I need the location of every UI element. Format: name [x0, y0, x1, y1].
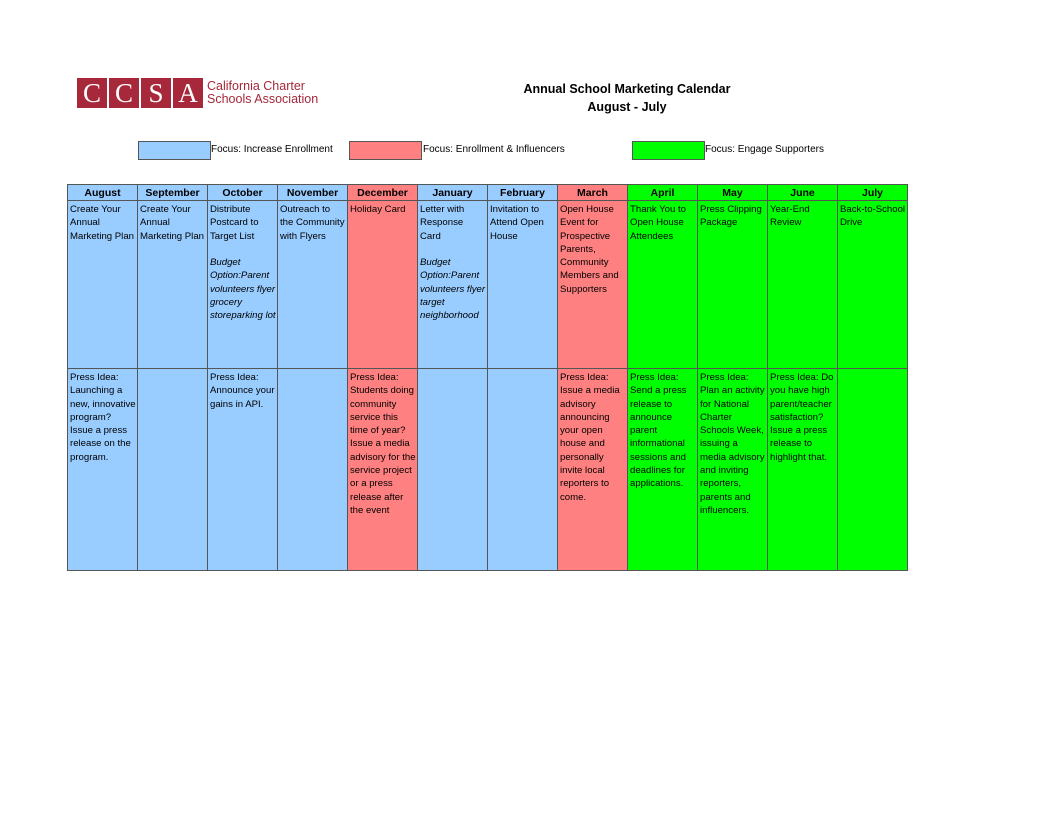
press-idea-text: Press Idea: Announce your gains in API.: [210, 372, 275, 410]
activity-cell-november: [278, 201, 348, 369]
logo-letters: [77, 78, 205, 108]
legend-label-increase-enrollment: Focus: Increase Enrollment: [211, 144, 333, 155]
activity-label: Holiday Card: [350, 204, 406, 215]
legend-swatch-green: [632, 141, 705, 160]
activity-label: Year-End Review: [770, 204, 810, 229]
press-idea-cell-may: [698, 369, 768, 571]
activity-label: Invitation to Attend Open House: [490, 204, 544, 242]
press-idea-text: Press Idea: Students doing community service this time of year? Issue a media advisory for the service project or a press release after the event: [350, 372, 416, 516]
activity-text: [138, 201, 207, 243]
activity-cell-february: [488, 201, 558, 369]
press-idea-cell-january: [418, 369, 488, 571]
activity-text: [488, 201, 557, 243]
activity-cell-september: [138, 201, 208, 369]
logo-text: [207, 80, 318, 106]
legend-swatch-red: [349, 141, 422, 160]
press-idea-cell-august: [68, 369, 138, 571]
month-header-september: September: [138, 185, 208, 201]
press-idea-text: [138, 369, 207, 371]
activity-cell-may: [698, 201, 768, 369]
activity-cell-january: [418, 201, 488, 369]
press-idea-text: [278, 369, 347, 371]
logo-letter: A: [173, 78, 203, 108]
page-subtitle: August - July: [587, 100, 667, 114]
month-header-october: October: [208, 185, 278, 201]
press-idea-cell-march: [558, 369, 628, 571]
activity-text: [628, 201, 697, 243]
activity-text: [838, 201, 907, 230]
logo-letter: C: [109, 78, 139, 108]
press-idea-text: Press Idea: Launching a new, innovative program? Issue a press release on the program.: [70, 372, 136, 463]
logo-text-line2: Schools Association: [207, 92, 319, 106]
month-header-december: December: [348, 185, 418, 201]
marketing-calendar-table: [67, 184, 908, 571]
month-header-may: May: [698, 185, 768, 201]
legend-swatch-blue: [138, 141, 211, 160]
activity-text: [278, 201, 347, 243]
legend-label-enrollment-influencers: Focus: Enrollment & Influencers: [423, 144, 565, 155]
press-idea-cell-june: [768, 369, 838, 571]
press-idea-cell-july: [838, 369, 908, 571]
press-idea-cell-february: [488, 369, 558, 571]
month-header-april: April: [628, 185, 698, 201]
month-header-february: February: [488, 185, 558, 201]
activity-cell-december: [348, 201, 418, 369]
press-idea-text: Press Idea: Send a press release to announce parent informational sessions and deadlines for applications.: [630, 372, 687, 490]
press-idea-cell-december: [348, 369, 418, 571]
calendar-header-row: [68, 185, 908, 201]
budget-option: Budget Option:Parent volunteers flyer grocery storeparking lot: [210, 257, 276, 322]
press-idea-text: [488, 369, 557, 371]
logo-text-line1: California Charter: [207, 79, 305, 93]
activity-label: Open House Event for Prospective Parents, Community Members and Supporters: [560, 204, 619, 295]
logo-letter: S: [141, 78, 171, 108]
activity-label: Create Your Annual Marketing Plan: [70, 204, 134, 242]
press-idea-text: Press Idea: Plan an activity for National Charter Schools Week, issuing a media advisory and inviting reporters, parents and influencers.: [700, 372, 765, 516]
activity-cell-august: [68, 201, 138, 369]
legend-label-engage-supporters: Focus: Engage Supporters: [705, 144, 824, 155]
activity-label: Thank You to Open House Attendees: [630, 204, 687, 242]
activity-text: [418, 201, 487, 323]
calendar-press-row: [68, 369, 908, 571]
month-header-august: August: [68, 185, 138, 201]
press-idea-cell-september: [138, 369, 208, 571]
press-idea-cell-october: [208, 369, 278, 571]
month-header-june: June: [768, 185, 838, 201]
activity-label: Back-to-School Drive: [840, 204, 906, 229]
press-idea-cell-november: [278, 369, 348, 571]
activity-cell-october: [208, 201, 278, 369]
month-header-july: July: [838, 185, 908, 201]
month-header-january: January: [418, 185, 488, 201]
budget-option: Budget Option:Parent volunteers flyer target neighborhood: [420, 257, 486, 322]
activity-text: [558, 201, 627, 296]
activity-text: [68, 201, 137, 243]
activity-text: [768, 201, 837, 230]
activity-label: Distribute Postcard to Target List: [210, 204, 259, 242]
month-header-november: November: [278, 185, 348, 201]
logo-letter: C: [77, 78, 107, 108]
activity-text: [698, 201, 767, 230]
press-idea-text: [838, 369, 907, 371]
activity-label: Outreach to the Community with Flyers: [280, 204, 345, 242]
activity-cell-july: [838, 201, 908, 369]
month-header-march: March: [558, 185, 628, 201]
activity-text: [208, 201, 277, 323]
activity-text: [348, 201, 417, 216]
activity-label: Press Clipping Package: [700, 204, 762, 229]
activity-label: Letter with Response Card: [420, 204, 465, 242]
press-idea-text: Press Idea: Do you have high parent/teacher satisfaction? Issue a press release to highlight that.: [770, 372, 834, 463]
press-idea-text: Press Idea: Issue a media advisory announcing your open house and personally invite local reporters to come.: [560, 372, 620, 503]
calendar-activity-row: [68, 201, 908, 369]
activity-label: Create Your Annual Marketing Plan: [140, 204, 204, 242]
press-idea-cell-april: [628, 369, 698, 571]
page-title: Annual School Marketing Calendar: [523, 82, 731, 96]
activity-cell-march: [558, 201, 628, 369]
ccsa-logo: [77, 78, 318, 108]
press-idea-text: [418, 369, 487, 371]
activity-cell-april: [628, 201, 698, 369]
activity-cell-june: [768, 201, 838, 369]
